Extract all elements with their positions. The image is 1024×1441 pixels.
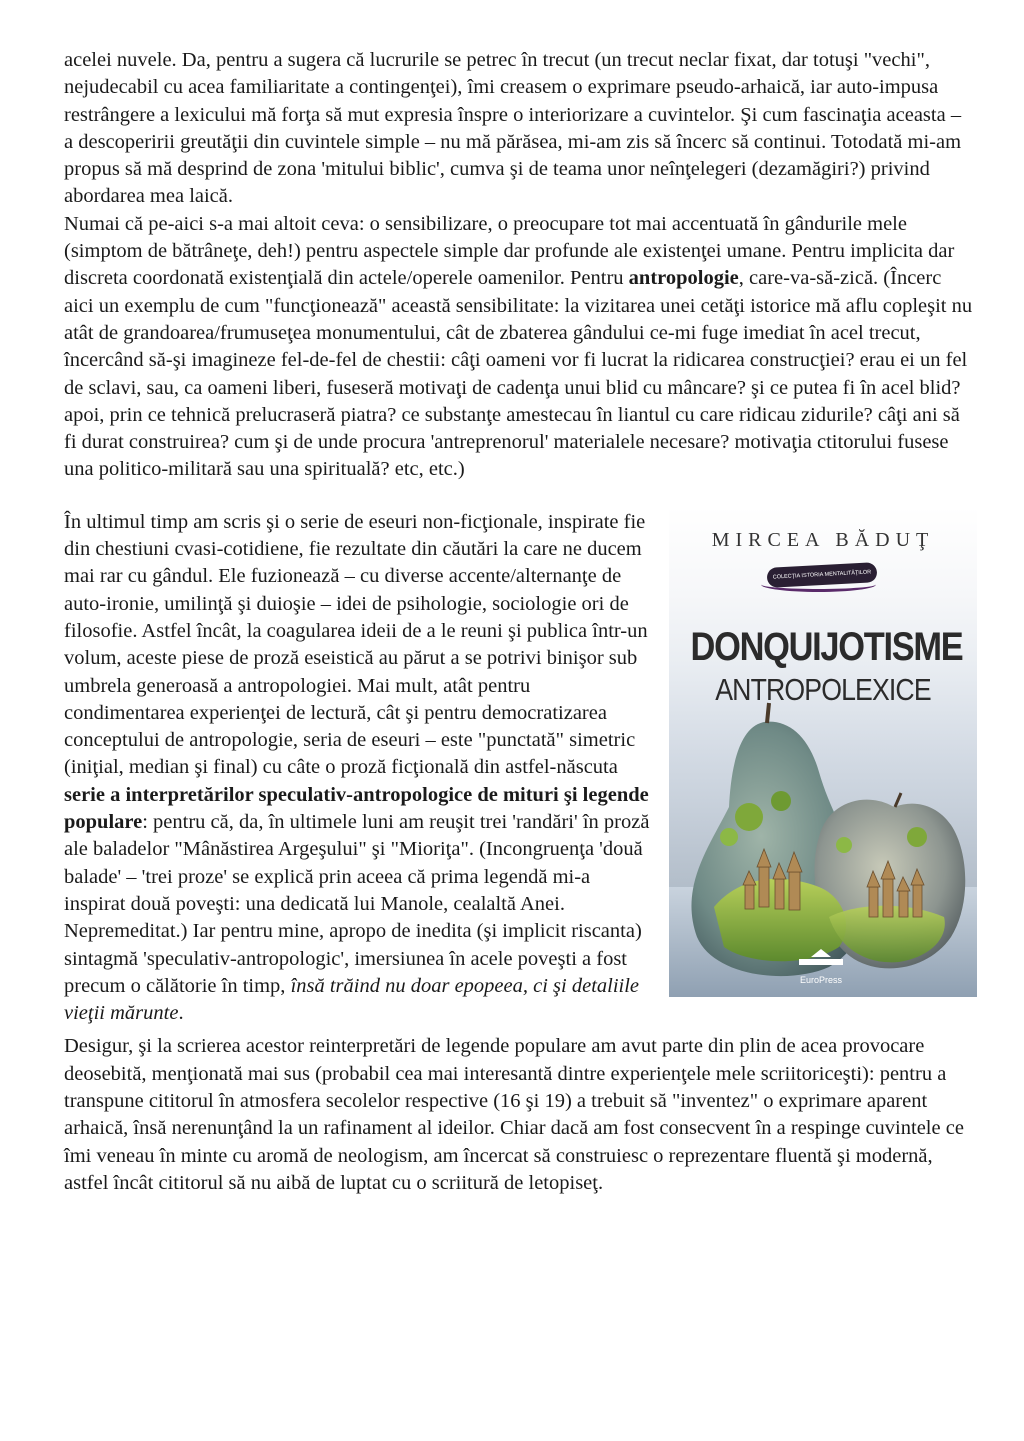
paragraph-2: [64, 211, 974, 484]
paragraph-2-text-a: Numai că pe-aici s-a mai altoit ceva: o sensibilizare, o preocupare tot mai accentuată în gândurile mele (simptom de bătrâneţe, deh!) pentru aspectele simple dar profunde ale existenţei umane. Pentru implicita dar discreta coordonată existenţială din actele/operele oamenilor. Pentru: [64, 212, 955, 290]
paragraph-3-italic-phrase: însă trăind nu doar epopeea, ci şi detaliile vieţii mărunte: [64, 974, 640, 1025]
paragraph-3-end: .: [178, 1002, 184, 1025]
book-cover-image: [669, 507, 977, 997]
paragraph-2-text-b: , care-va-să-zică. (Încerc aici un exemplu de cum "funcţionează" această sensibilitate: la vizitarea unei cetăţi istorice mă aflu copleşit nu atât de grandoarea/frumuseţea monumentului, cât de zbaterea gândului ce-mi fuge imediat în acel trecut, încercând să-şi imagineze fel-de-fel de chestii: câţi oameni vor fi lucrat la ridicarea construcţiei? erau ei un fel de sclavi, sau, ca oameni liberi, fuseseră motivaţi de cadenţa unui blid cu mâncare? şi ce putea fi în acel blid? apoi, prin ce tehnică prelucraseră piatra? ce substanţe amestecau în liantul cu care ridicau zidurile? câţi ani să fi durat construirea? cum şi de unde procura 'antreprenorul' materialele necesare? motivaţia ctitorului fusese una politico-militară sau una spirituală? etc, etc.): [64, 267, 973, 481]
cover-title-line2: ANTROPOLEXICE: [715, 671, 931, 707]
paragraph-3-bold-phrase: serie a interpretărilor speculativ-antropologice de mituri şi legende populare: [64, 783, 649, 834]
paragraph-1: acelei nuvele. Da, pentru a sugera că lucrurile se petrec în trecut (un trecut neclar fixat, dar totuşi "vechi", nejudecabil cu acea familiaritate a contingenţei), îmi creasem o exprimare pseudo-arhaică, iar auto-impusa restrângere a lexicului mă forţa să mut expresia înspre o interiorizare a cuvintelor. Şi cum fascinaţia aceasta – a descoperirii greutăţii din cuvintele simple – nu mă părăsea, mi-am zis să încerc să continui. Totodată mi-am propus să mă desprind de zona 'mitului biblic', cumva şi de teama unor neînţelegeri (dezamăgiri?) privind abordarea mea laică.: [64, 49, 962, 208]
cover-author: MIRCEA BĂDUŢ: [711, 528, 935, 551]
paragraph-4: Desigur, şi la scrierea acestor reinterpretări de legende populare am avut parte din plin de acea provocare deosebită, menţionată mai sus (probabil cea mai interesantă dintre experienţele mele scriitoriceşti): pentru a transpune cititorul în atmosfera secolelor respective (16 şi 19) a trebuit să "inventez" o exprimare aparent arhaică, însă nerenunţând la un rafinament al ideilor. Chiar dacă am fost consecvent în a respinge cuvintele ce îmi veneau în minte cu aromă de neologism, am încercat să construiesc o reprezentare fluentă şi modernă, astfel încât cititorul să nu aibă de luptat cu o scriitură de letopiseţ.: [64, 1035, 964, 1194]
paragraph-3-text-b: : pentru că, da, în ultimele luni am reuşit trei 'randări' în proză ale baladelor "Mânăstirea Argeşului" şi "Mioriţa". (Incongruenţa 'două balade' – 'trei proze' se explică prin aceea că prima legendă mi-a inspirat două poveşti: una dedicată lui Manole, cealaltă Anei. Nepremeditat.) Iar pentru mine, apropo de inedita (şi implicit riscanta) sintagmă 'speculativ-antropologic', imersiunea în acele poveşti a fost precum o călătorie în timp,: [64, 811, 650, 997]
paragraph-3-block: [64, 509, 974, 1028]
paragraph-3-text-a: În ultimul timp am scris şi o serie de eseuri non-ficţionale, inspirate fie din chestiuni cvasi-cotidiene, fie rezultate din căutări la care ne ducem mai rar cu gândul. Ele fuzionează – cu diverse accente/alternanţe de auto-ironie, umilinţă şi duioşie – idei de psihologie, sociologie ori de filosofie. Astfel încât, la coagularea ideii de a le reuni şi publica într-un volum, aceste piese de proză eseistică au părut a se potrivi binişor sub umbrela generoasă a antropologiei. Mai mult, atât pentru condimentarea experienţei de lectură, cât şi pentru democratizarea conceptului de antropologie, seria de eseuri – este "punctată" simetric (iniţial, median şi final) cu câte o proză ficţională din astfel-născuta: [64, 510, 648, 779]
cover-collection-label: COLECŢIA ISTORIA MENTALITĂŢILOR: [767, 562, 878, 588]
cover-publisher: EuroPress: [799, 974, 843, 985]
cover-title-line1: DONQUIJOTISME: [690, 624, 963, 669]
paragraph-2-bold-term: antropologie: [628, 267, 739, 290]
